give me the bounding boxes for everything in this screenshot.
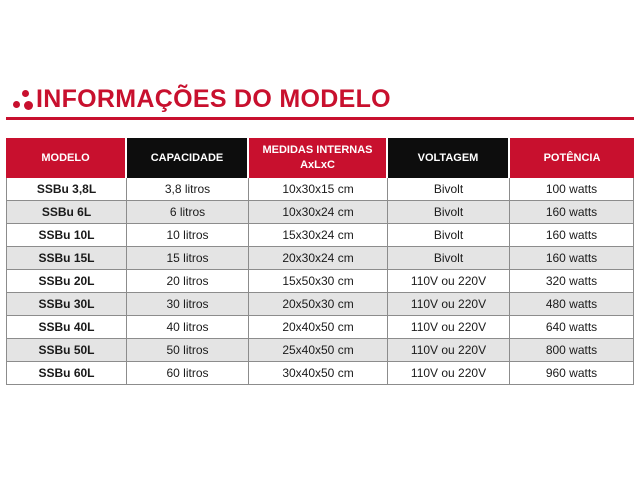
power-cell: 640 watts bbox=[510, 316, 634, 339]
page-title: INFORMAÇÕES DO MODELO bbox=[36, 85, 391, 113]
table-row bbox=[6, 201, 634, 224]
voltage-cell: 110V ou 220V bbox=[388, 316, 510, 339]
capacity-cell: 6 litros bbox=[127, 201, 249, 224]
power-cell: 160 watts bbox=[510, 201, 634, 224]
capacity-cell: 60 litros bbox=[127, 362, 249, 385]
voltage-cell: Bivolt bbox=[388, 201, 510, 224]
dimensions-cell: 20x30x24 cm bbox=[249, 247, 388, 270]
column-header-capacidade bbox=[127, 138, 249, 178]
voltage-cell: 110V ou 220V bbox=[388, 293, 510, 316]
voltage-cell: Bivolt bbox=[388, 224, 510, 247]
power-cell: 160 watts bbox=[510, 247, 634, 270]
column-header-sublabel: AxLxC bbox=[300, 159, 335, 171]
table-row bbox=[6, 178, 634, 201]
model-cell: SSBu 20L bbox=[6, 270, 127, 293]
voltage-cell: 110V ou 220V bbox=[388, 270, 510, 293]
model-cell: SSBu 40L bbox=[6, 316, 127, 339]
column-header-label: MODELO bbox=[41, 151, 90, 164]
capacity-cell: 30 litros bbox=[127, 293, 249, 316]
capacity-cell: 10 litros bbox=[127, 224, 249, 247]
model-cell: SSBu 60L bbox=[6, 362, 127, 385]
voltage-cell: 110V ou 220V bbox=[388, 362, 510, 385]
model-cell: SSBu 15L bbox=[6, 247, 127, 270]
dimensions-cell: 10x30x24 cm bbox=[249, 201, 388, 224]
column-header-medidas bbox=[249, 138, 388, 178]
dimensions-cell: 10x30x15 cm bbox=[249, 178, 388, 201]
table-row bbox=[6, 293, 634, 316]
power-cell: 480 watts bbox=[510, 293, 634, 316]
table-header bbox=[6, 138, 634, 178]
model-cell: SSBu 10L bbox=[6, 224, 127, 247]
dimensions-cell: 20x40x50 cm bbox=[249, 316, 388, 339]
table-row bbox=[6, 270, 634, 293]
table-row bbox=[6, 224, 634, 247]
molecule-dots-icon bbox=[12, 89, 34, 111]
capacity-cell: 15 litros bbox=[127, 247, 249, 270]
column-header-modelo bbox=[6, 138, 127, 178]
voltage-cell: 110V ou 220V bbox=[388, 339, 510, 362]
capacity-cell: 3,8 litros bbox=[127, 178, 249, 201]
model-cell: SSBu 6L bbox=[6, 201, 127, 224]
power-cell: 160 watts bbox=[510, 224, 634, 247]
column-header-label: POTÊNCIA bbox=[543, 151, 601, 164]
table-row bbox=[6, 362, 634, 385]
dimensions-cell: 25x40x50 cm bbox=[249, 339, 388, 362]
table-body bbox=[6, 178, 634, 385]
power-cell: 100 watts bbox=[510, 178, 634, 201]
column-header-potência bbox=[510, 138, 634, 178]
table-row bbox=[6, 247, 634, 270]
column-header-label: CAPACIDADE bbox=[150, 151, 224, 164]
column-header-label: VOLTAGEM bbox=[417, 151, 479, 164]
power-cell: 800 watts bbox=[510, 339, 634, 362]
dimensions-cell: 30x40x50 cm bbox=[249, 362, 388, 385]
dimensions-cell: 15x30x24 cm bbox=[249, 224, 388, 247]
column-header-label: MEDIDAS INTERNAS bbox=[262, 144, 373, 156]
model-cell: SSBu 30L bbox=[6, 293, 127, 316]
capacity-cell: 20 litros bbox=[127, 270, 249, 293]
dimensions-cell: 20x50x30 cm bbox=[249, 293, 388, 316]
section-header bbox=[6, 83, 634, 123]
table-row bbox=[6, 316, 634, 339]
model-cell: SSBu 50L bbox=[6, 339, 127, 362]
capacity-cell: 40 litros bbox=[127, 316, 249, 339]
table-header-row bbox=[6, 138, 634, 178]
power-cell: 320 watts bbox=[510, 270, 634, 293]
voltage-cell: Bivolt bbox=[388, 247, 510, 270]
title-underline bbox=[6, 117, 634, 120]
table-row bbox=[6, 339, 634, 362]
voltage-cell: Bivolt bbox=[388, 178, 510, 201]
power-cell: 960 watts bbox=[510, 362, 634, 385]
model-cell: SSBu 3,8L bbox=[6, 178, 127, 201]
model-specs-table bbox=[6, 138, 634, 385]
capacity-cell: 50 litros bbox=[127, 339, 249, 362]
dimensions-cell: 15x50x30 cm bbox=[249, 270, 388, 293]
column-header-voltagem bbox=[388, 138, 510, 178]
